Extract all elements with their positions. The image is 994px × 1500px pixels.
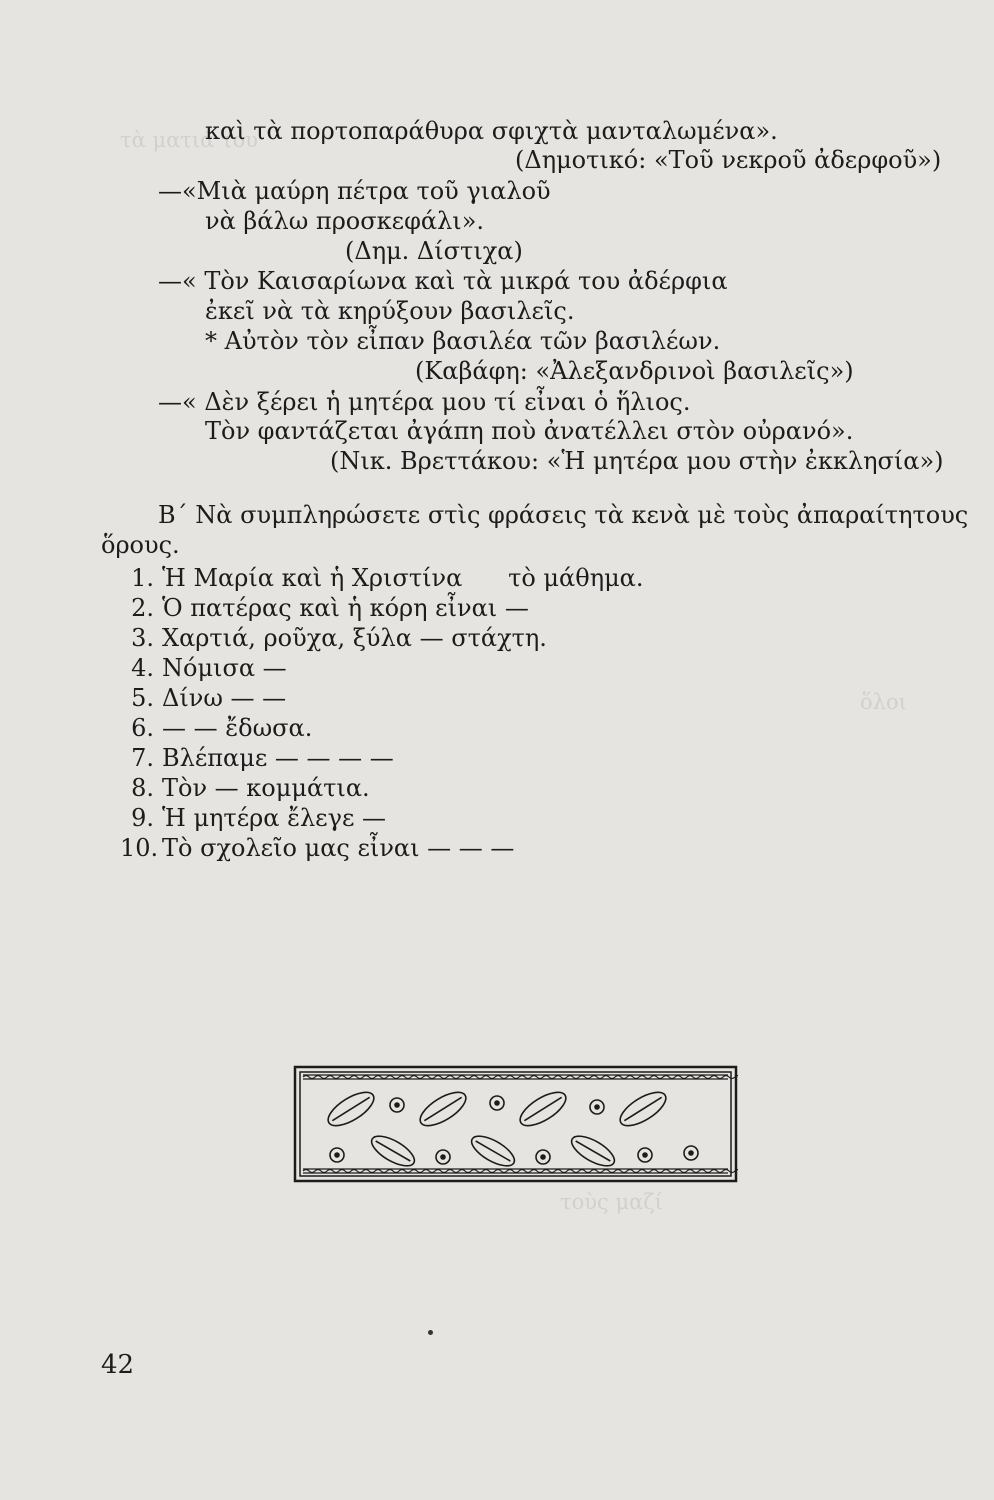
poem-line: —« Δὲν ξέρει ἡ μητέρα μου τί εἶναι ὁ ἥλιος. bbox=[158, 388, 691, 416]
exercise-item bbox=[120, 803, 386, 833]
item-text: Τὸ σχολεῖο μας εἶναι — — — bbox=[162, 834, 515, 862]
item-number: 7. bbox=[131, 744, 154, 772]
item-number: 5. bbox=[131, 684, 154, 712]
item-number: 4. bbox=[131, 654, 154, 682]
exercise-item bbox=[120, 713, 312, 743]
exercise-item bbox=[120, 773, 370, 803]
exercise-item bbox=[120, 833, 514, 863]
item-number: 8. bbox=[131, 774, 154, 802]
exercise-item bbox=[120, 563, 644, 593]
exercise-item bbox=[120, 743, 394, 773]
poem-line: καὶ τὰ πορτοπαράθυρα σφιχτὰ μανταλωμένα». bbox=[205, 117, 778, 145]
poem-line: * Αὐτὸν τὸν εἶπαν βασιλέα τῶν βασιλέων. bbox=[205, 327, 721, 355]
item-text: Νόμισα — bbox=[162, 654, 287, 682]
item-number: 3. bbox=[131, 624, 154, 652]
poem-line: νὰ βάλω προσκεφάλι». bbox=[205, 207, 485, 235]
exercise-item bbox=[120, 653, 287, 683]
poem-line: —«Μιὰ μαύρη πέτρα τοῦ γιαλοῦ bbox=[158, 177, 551, 205]
poem-source: (Δημοτικό: «Τοῦ νεκροῦ ἀδερφοῦ») bbox=[515, 146, 942, 174]
item-text: Τὸν — κομμάτια. bbox=[162, 774, 370, 802]
item-text: Χαρτιά, ροῦχα, ξύλα — στάχτη. bbox=[162, 624, 547, 652]
exercise-instruction-continued: ὅρους. bbox=[101, 531, 180, 559]
poem-line: Τὸν φαντάζεται ἀγάπη ποὺ ἀνατέλλει στὸν οὐρανό». bbox=[205, 417, 854, 445]
item-number: 10. bbox=[120, 834, 159, 862]
poem-source: (Δημ. Δίστιχα) bbox=[345, 237, 523, 265]
item-text: Ἡ Μαρία καὶ ἡ Χριστίνα τὸ μάθημα. bbox=[162, 564, 644, 592]
item-text: Ὁ πατέρας καὶ ἡ κόρη εἶναι — bbox=[162, 594, 529, 622]
item-number: 2. bbox=[131, 594, 154, 622]
item-number: 6. bbox=[131, 714, 154, 742]
page-number: 42 bbox=[101, 1350, 135, 1380]
item-text: Βλέπαμε — — — — bbox=[162, 744, 394, 772]
exercise-item bbox=[120, 683, 286, 713]
exercise-item bbox=[120, 623, 547, 653]
item-text: Δίνω — — bbox=[162, 684, 287, 712]
exercise-instruction: Β΄ Νὰ συμπληρώσετε στὶς φράσεις τὰ κενὰ μὲ τοὺς ἀπαραίτητους bbox=[158, 501, 969, 529]
ink-speck bbox=[428, 1330, 433, 1335]
poem-line: —« Τὸν Καισαρίωνα καὶ τὰ μικρά του ἀδέρφια bbox=[158, 267, 728, 295]
bleed-through-text: τὰ ματιά του bbox=[120, 128, 259, 152]
item-text: Ἡ μητέρα ἔλεγε — bbox=[162, 804, 387, 832]
poem-source: (Καβάφη: «Ἀλεξανδρινοὶ βασιλεῖς») bbox=[415, 357, 854, 385]
poem-source: (Νικ. Βρεττάκου: «Ἡ μητέρα μου στὴν ἐκκλησία») bbox=[330, 447, 944, 475]
item-text: — — ἔδωσα. bbox=[162, 714, 313, 742]
item-number: 9. bbox=[131, 804, 154, 832]
item-number: 1. bbox=[131, 564, 154, 592]
bleed-through-text: ὅλοι bbox=[860, 690, 907, 714]
poem-line: ἐκεῖ νὰ τὰ κηρύξουν βασιλεῖς. bbox=[205, 297, 575, 325]
exercise-item bbox=[120, 593, 529, 623]
bleed-through-text: τοὺς μαζί bbox=[560, 1190, 663, 1214]
decorative-ornament bbox=[293, 1065, 738, 1183]
